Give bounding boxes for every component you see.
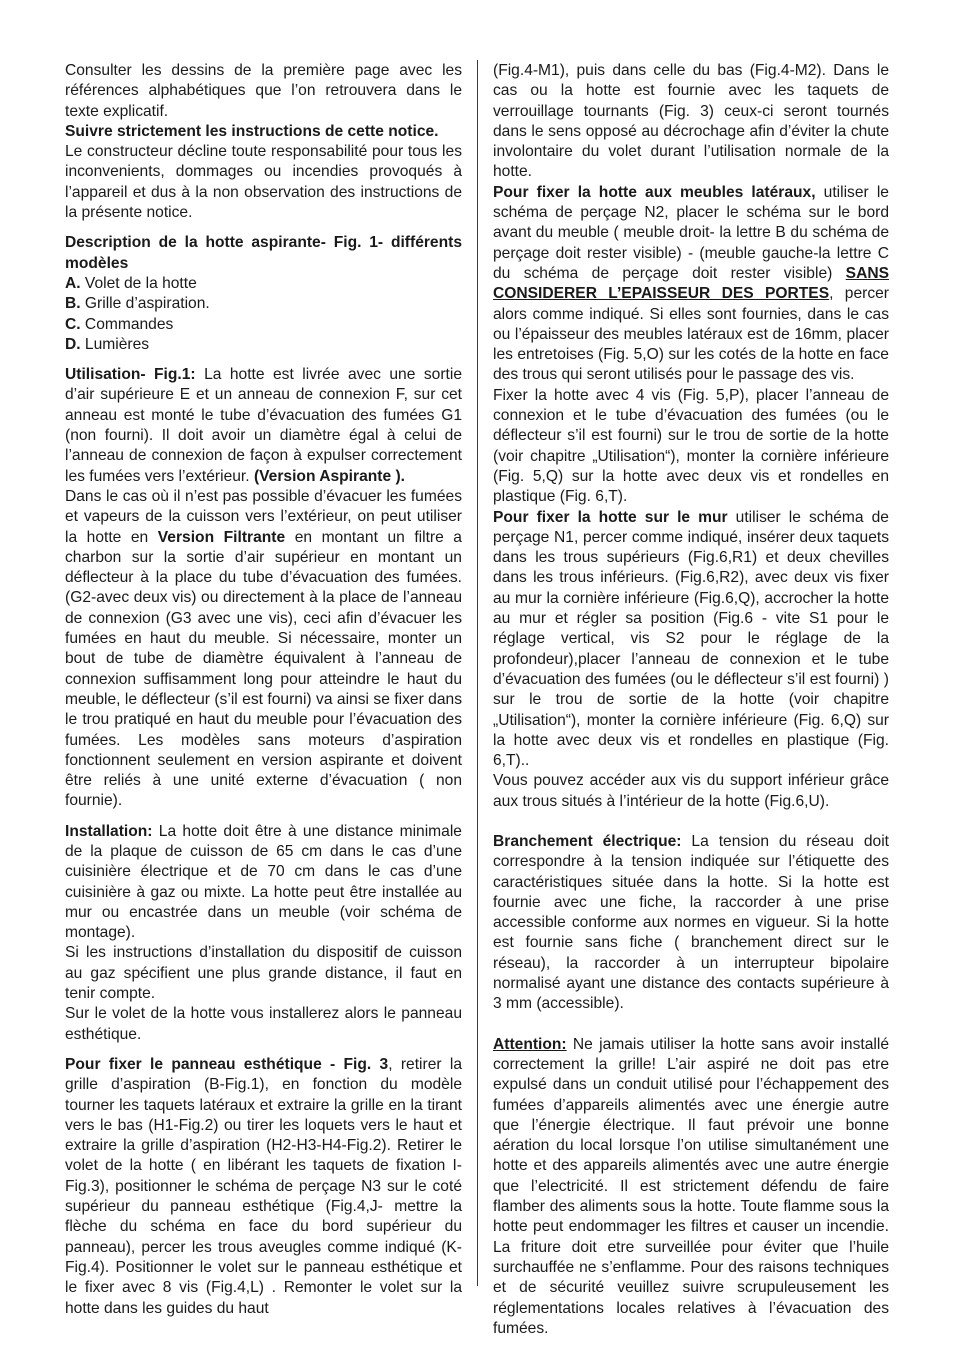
meubles-heading: Pour fixer la hotte aux meubles latéraux, <box>493 183 816 201</box>
right-column <box>493 61 889 1339</box>
meubles-text: utiliser le schéma de perçage N2, placer le schéma sur le bord avant du meuble ( meuble droit- la lettre B du schéma de perçage doit rester visible) - (meuble gauche-la lettre C du schéma de perçage doit rester visible) <box>493 183 889 282</box>
branchement-paragraph <box>493 832 889 1015</box>
description-item-d <box>65 335 462 355</box>
attention-paragraph <box>493 1035 889 1339</box>
branchement-heading: Branchement électrique: <box>493 832 682 850</box>
item-letter: C. <box>65 315 81 333</box>
filtrante-text-1: Dans le cas où il n’est pas possible d’évacuer les fumées et vapeurs de la cuisson vers l’extérieur, on peut utiliser la hotte en <box>65 487 462 546</box>
item-text: Volet de la hotte <box>80 274 197 292</box>
description-heading: Description de la hotte aspirante- Fig. 1- différents modèles <box>65 234 462 272</box>
attention-heading: Attention: <box>493 1035 567 1053</box>
mur-paragraph <box>493 508 889 772</box>
utilisation-heading: Utilisation- Fig.1: <box>65 366 196 384</box>
installation-paragraph <box>65 822 462 944</box>
item-letter: D. <box>65 335 81 353</box>
installation-panel-note: Sur le volet de la hotte vous installerez alors le panneau esthétique. <box>65 1005 462 1043</box>
utilisation-paragraph <box>65 365 462 487</box>
installation-text: La hotte doit être à une distance minimale de la plaque de cuisson de 65 cm dans le cas d’une cuisinière électrique et de 70 cm dans le cas d’une cuisinière à gaz ou mixte. La hotte peut être installée au mur ou encastrée dans un meuble (voir schéma de montage). <box>65 822 462 942</box>
mur-text: utiliser le schéma de perçage N1, percer comme indiqué, insérer deux taquets dans les trous supérieurs (Fig.6,R1) et deux chevilles dans les trous inférieurs. (Fig.6,R2), avec deux vis fixer au mur la cornière inférieure (Fig.6,Q), accrocher la hotte au mur et régler sa position (Fig.6 - vite S1 pour le réglage vertical, vis S2 pour le réglage de la profondeur),placer l’anneau de connexion et le tube d’évacuation des fumées (ou le déflecteur s’il est fourni) ) sur le trou de sortie de la hotte (voir chapitre „Utilisation“), monter la cornière inférieure (Fig. 6,Q) sur la hotte avec deux vis et rondelles en plastique (Fig. 6,T).. <box>493 508 889 770</box>
mur-heading: Pour fixer la hotte sur le mur <box>493 508 728 526</box>
attention-text: Ne jamais utiliser la hotte sans avoir installé correctement la grille! L’air aspiré ne doit pas etre expulsé dans un conduit utilisé pour l’échappement des fumées d’appareils alimentés avec une énergie autre que l’énergie électrique. Il faut prévoir une bonne aération du local lorsque l’on utilise simultanément une hotte et des appareils alimentés avec une autre énergie que l’electricité. Il est strictement défendu de faire flamber des aliments sous la hotte. Toute flamme sous la hotte peut endommager les filtres et causer un incendie. La friture doit etre surveillée pour éviter que l’huile surchauffée ne s’enflamme. Pour des raisons techniques et de sécurité veuillez suivre scrupuleusement les réglementations locales relatives à l’évacuation des fumées. <box>493 1035 889 1337</box>
intro-disclaimer: Le constructeur décline toute responsabilité pour tous les inconvenients, dommages ou incendies provoqués à l’appareil et dus à la non observation des instructions de la présente notice. <box>65 143 462 222</box>
meubles-paragraph <box>493 183 889 386</box>
description-item-b <box>65 294 462 314</box>
item-letter: A. <box>65 274 81 292</box>
branchement-text: La tension du réseau doit correspondre à la tension indiquée sur l’étiquette des caractéristiques située dans la hotte. Si la hotte est fournie avec une fiche, la raccorder à une prise accessible conforme aux normes en vigueur. Si la hotte est fournie sans fiche ( branchement direct sur le réseau), la raccorder à un interrupteur bipolaire normalisé ayant une distance des contacts supérieure à 3 mm (accessible). <box>493 832 889 1013</box>
description-item-a <box>65 274 462 294</box>
panneau-text: , retirer la grille d’aspiration (B-Fig.1), en fonction du modèle tourner les taquets latéraux et extraire la grille en la tirant vers le bas (H1-Fig.2) ou tirer les loquets vers le haut et extraire la grille d’aspiration (H2-H3-H4-Fig.2). Retirer le volet de la hotte ( en libérant les taquets de fixation I-Fig.3), positionner le schéma de perçage N3 sur le coté supérieur du panneau esthétique (Fig.4,J- mettre la flèche du schéma en face du bord supérieur du panneau), percer les trous aveugles comme indiqué (K-Fig.4). Positionner le volet sur le panneau esthétique et le fixer avec 8 vis (Fig.4,L) . Remonter le volet sur la hotte dans les guides du haut <box>65 1055 462 1317</box>
meubles-underlined-warning: SANS CONSIDERER L’EPAISSEUR DES PORTES <box>493 264 889 303</box>
version-filtrante: Version Filtrante <box>157 528 286 546</box>
panneau-paragraph <box>65 1055 462 1319</box>
item-text: Commandes <box>80 315 174 333</box>
meubles-text-2: , percer alors comme indiqué. Si elles sont fournies, dans le cas ou l’épaisseur des meubles latéraux est de 16mm, placer les entretoises (Fig. 5,O) sur les cotés de la hotte en face des trous qui seront utilisés pour le passage des vis. <box>493 285 889 384</box>
version-aspirante: (Version Aspirante ). <box>253 467 406 485</box>
filtrante-text-2: en montant un filtre a charbon sur la sortie d’air supérieur en montant un déflecteur à la place du tube d’évacuation des fumées. (G2-avec deux vis) ou directement à la place de l’anneau de connexion (G3 avec une vis), ceci afin d’évacuer les fumées en haut du meuble. Si nécessaire, monter un bout de tube de diamètre équivalent à l’anneau de connexion suffisamment long pour atteindre le haut du meuble, le déflecteur (s’il est fourni) va ainsi se fixer dans le trou pratiqué en haut du meuble pour l’évacuation des fumées. Les modèles sans moteurs d’aspiration fonctionnent seulement en version aspirante et doivent être reliés à une unité externe d’évacuation ( non fournie). <box>65 528 462 810</box>
meubles-fixing-paragraph: Fixer la hotte avec 4 vis (Fig. 5,P), placer l’anneau de connexion et le tube d’évacuation des fumées (ou le déflecteur s’il est fourni) sur le trou de sortie de la hotte (voir chapitre „Utilisation“), monter la cornière inférieure (Fig. 5,Q) sur la hotte avec deux vis et rondelles en plastique (Fig. 6,T). <box>493 386 889 506</box>
left-column <box>65 61 462 1319</box>
mur-access-note: Vous pouvez accéder aux vis du support inférieur grâce aux trous situés à l’intérieur de la hotte (Fig.6,U). <box>493 772 889 810</box>
panneau-continuation: (Fig.4-M1), puis dans celle du bas (Fig.4-M2). Dans le cas ou la hotte est fournie avec les taquets de verrouillage tournants (Fig. 3) ceux-ci seront tournés dans le sens opposé au décrochage afin d’éviter la chute involontaire du volet durant l’utilisation normale de la hotte. <box>493 62 889 181</box>
description-item-c <box>65 315 462 335</box>
intro-paragraph: Consulter les dessins de la première page avec les références alphabétiques que l’on retrouvera dans le texte explicatif. <box>65 62 462 120</box>
intro-warning: Suivre strictement les instructions de cette notice. <box>65 122 439 140</box>
installation-heading: Installation: <box>65 822 153 840</box>
filtrante-paragraph <box>65 487 462 812</box>
installation-gas-note: Si les instructions d’installation du dispositif de cuisson au gaz spécifient une plus grande distance, il faut en tenir compte. <box>65 944 462 1003</box>
item-letter: B. <box>65 295 81 313</box>
item-text: Grille d’aspiration. <box>80 295 210 313</box>
panneau-heading: Pour fixer le panneau esthétique - Fig. 3 <box>65 1055 389 1073</box>
column-divider <box>477 60 478 1286</box>
item-text: Lumières <box>80 335 150 353</box>
utilisation-text: La hotte est livrée avec une sortie d’air supérieure E et un anneau de connexion F, sur cet anneau est monté le tube d’évacuation des fumées G1 (non fourni). Il doit avoir un diamètre égal à celui de l’anneau de connexion de façon à expulser correctement les fumées vers l’extérieur. <box>65 366 462 485</box>
